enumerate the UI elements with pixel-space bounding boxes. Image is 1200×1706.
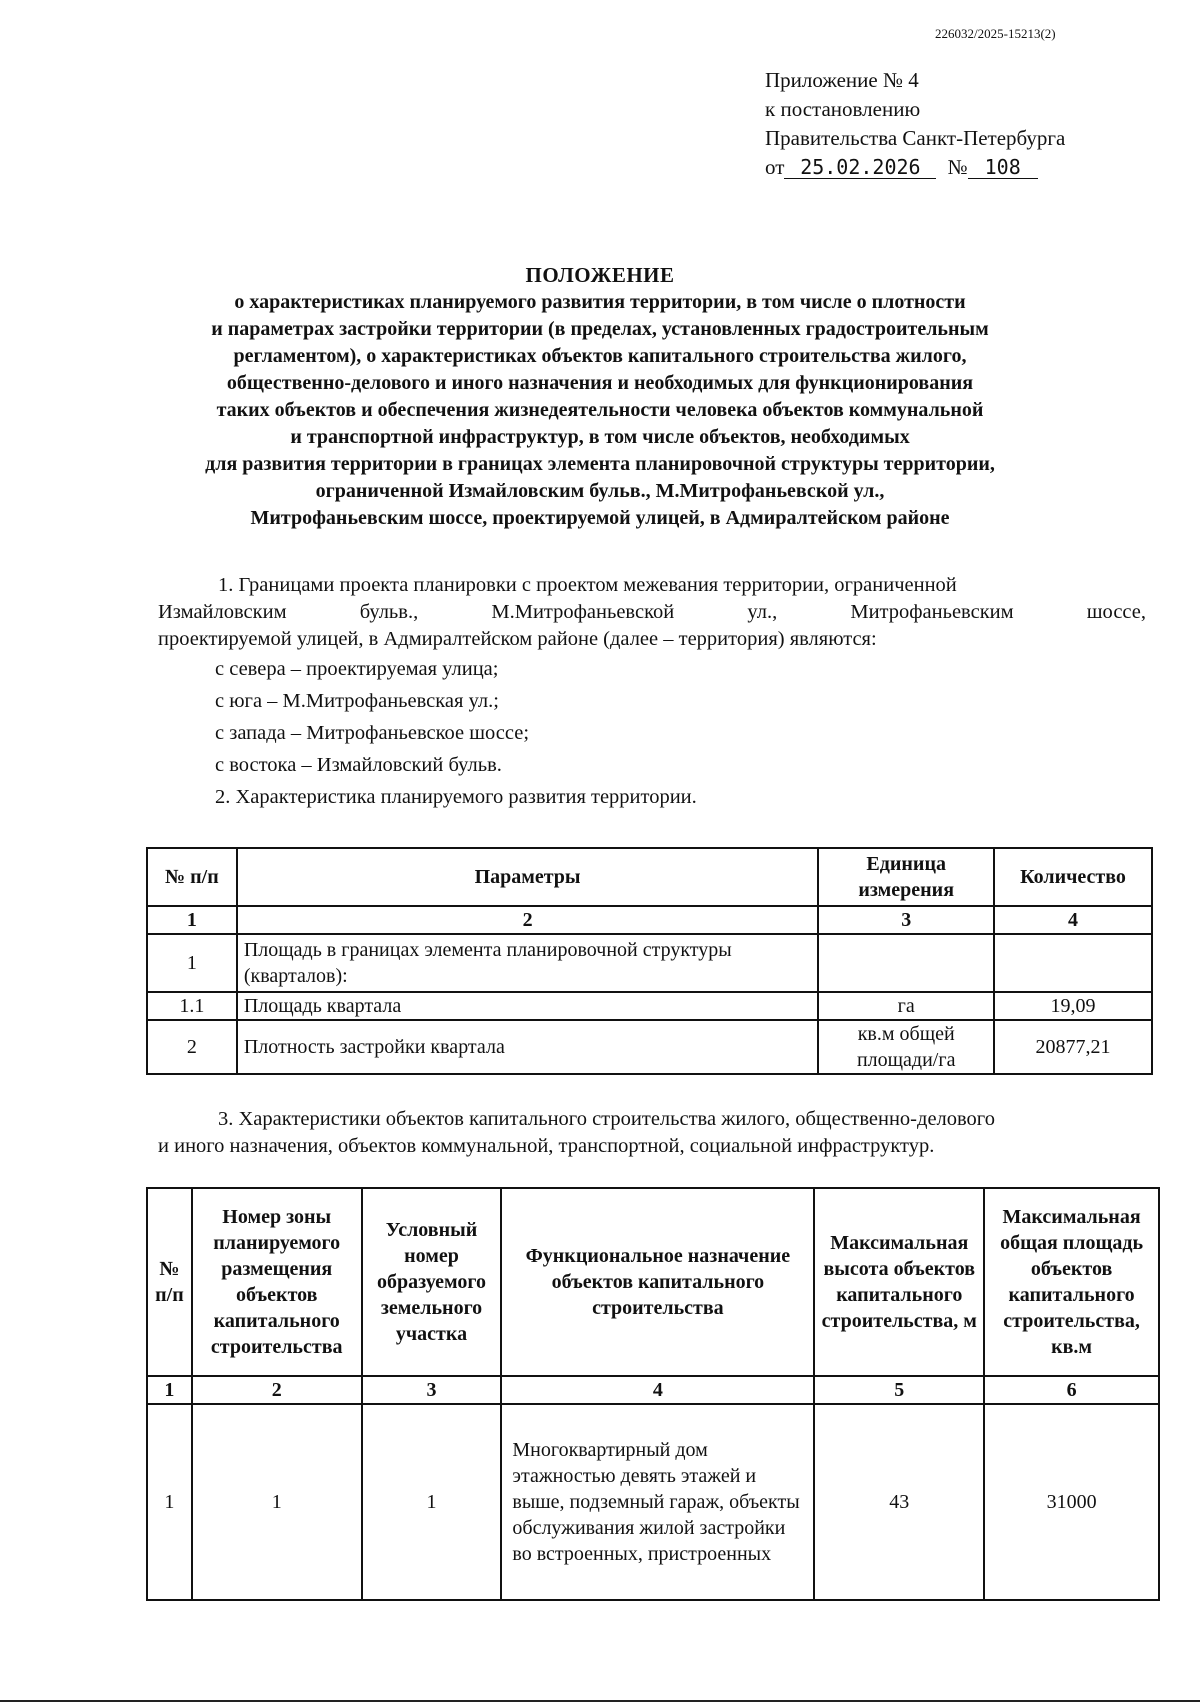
section-1-line-1: 1. Границами проекта планировки с проектом межевания территории, ограниченной — [218, 574, 957, 596]
boundary-south: с юга – М.Митрофаньевская ул.; — [215, 690, 499, 712]
header-cell: Номер зоны планируемого размещения объектов капитального строительства — [192, 1188, 362, 1376]
resolution-number: 108 — [968, 156, 1038, 179]
resolution-date: 25.02.2026 — [784, 156, 936, 179]
boundary-west: с запада – Митрофаньевское шоссе; — [215, 722, 530, 744]
document-number: 226032/2025-15213(2) — [935, 26, 1056, 41]
header-cell: № п/п — [147, 1188, 192, 1376]
row-height: 43 — [814, 1404, 984, 1600]
section-3-line-2: и иного назначения, объектов коммунальной, транспортной, социальной инфраструктур. — [158, 1135, 935, 1157]
row-parameter: Площадь квартала — [237, 992, 819, 1020]
row-quantity: 20877,21 — [994, 1020, 1152, 1074]
table-row — [147, 1020, 1152, 1074]
row-unit: кв.м общей площади/га — [818, 1020, 994, 1074]
title-line: для развития территории в границах элемента планировочной структуры территории, — [205, 453, 995, 475]
column-number: 5 — [814, 1376, 984, 1404]
table-row — [147, 992, 1152, 1020]
row-number: 2 — [147, 1020, 237, 1074]
document-title — [160, 262, 1040, 532]
row-parameter: Плотность застройки квартала — [237, 1020, 819, 1074]
row-number: 1 — [147, 1404, 192, 1600]
header-cell: Максимальная общая площадь объектов капитального строительства, кв.м — [984, 1188, 1159, 1376]
title-heading: ПОЛОЖЕНИЕ — [525, 263, 675, 287]
header-cell: № п/п — [147, 848, 237, 906]
date-prefix: от — [765, 155, 785, 179]
appendix-date-line — [765, 153, 1065, 182]
appendix-line-1: Приложение № 4 — [765, 68, 919, 92]
table-header-row — [147, 1188, 1159, 1376]
row-parameter: Площадь в границах элемента планировочной структуры (кварталов): — [237, 934, 819, 992]
row-quantity — [994, 934, 1152, 992]
appendix-line-3: Правительства Санкт-Петербурга — [765, 126, 1066, 150]
title-line: о характеристиках планируемого развития территории, в том числе о плотности — [234, 291, 966, 313]
column-number: 3 — [818, 906, 994, 934]
table-row — [147, 934, 1152, 992]
section-2-heading: 2. Характеристика планируемого развития территории. — [215, 786, 697, 808]
boundary-east: с востока – Измайловский бульв. — [215, 754, 502, 776]
section-1-line-3: проектируемой улицей, в Адмиралтейском районе (далее – территория) являются: — [158, 628, 877, 650]
section-1-line-2: Измайловским бульв., М.Митрофаньевской ул., Митрофаньевским шоссе, — [158, 601, 1146, 623]
header-cell: Единица измерения — [818, 848, 994, 906]
title-line: таких объектов и обеспечения жизнедеятельности человека объектов коммунальной — [216, 399, 984, 421]
appendix-line-2: к постановлению — [765, 97, 921, 121]
column-number: 6 — [984, 1376, 1159, 1404]
title-line: и параметрах застройки территории (в пределах, установленных градостроительным — [211, 318, 989, 340]
title-line: регламентом), о характеристиках объектов капитального строительства жилого, — [233, 345, 967, 367]
section-3-line-1: 3. Характеристики объектов капитального строительства жилого, общественно-делового — [218, 1108, 995, 1130]
row-area: 31000 — [984, 1404, 1159, 1600]
title-line: общественно-делового и иного назначения и необходимых для функционирования — [226, 372, 974, 394]
row-zone: 1 — [192, 1404, 362, 1600]
row-unit — [818, 934, 994, 992]
table-row — [147, 1404, 1159, 1600]
title-line: и транспортной инфраструктур, в том числе объектов, необходимых — [290, 426, 910, 448]
row-quantity: 19,09 — [994, 992, 1152, 1020]
column-number: 4 — [994, 906, 1152, 934]
row-plot: 1 — [362, 1404, 502, 1600]
capital-construction-table — [146, 1187, 1160, 1601]
column-number: 1 — [147, 906, 237, 934]
row-unit: га — [818, 992, 994, 1020]
boundary-north: с севера – проектируемая улица; — [215, 658, 499, 680]
number-prefix: № — [947, 155, 968, 179]
column-number: 1 — [147, 1376, 192, 1404]
header-cell: Функциональное назначение объектов капитального строительства — [501, 1188, 814, 1376]
page-bottom-border — [0, 1700, 1200, 1702]
column-number: 2 — [237, 906, 819, 934]
territory-characteristics-table — [146, 847, 1153, 1075]
header-cell: Максимальная высота объектов капитального строительства, м — [814, 1188, 984, 1376]
column-number: 2 — [192, 1376, 362, 1404]
column-number-row — [147, 1376, 1159, 1404]
section-3-paragraph — [158, 1106, 1146, 1160]
row-number: 1.1 — [147, 992, 237, 1020]
header-cell: Условный номер образуемого земельного участка — [362, 1188, 502, 1376]
header-cell: Количество — [994, 848, 1152, 906]
column-number: 3 — [362, 1376, 502, 1404]
appendix-block — [765, 66, 1065, 182]
title-line: Митрофаньевским шоссе, проектируемой улицей, в Адмиралтейском районе — [250, 507, 950, 529]
row-purpose: Многоквартирный дом этажностью девять этажей и выше, подземный гараж, объекты обслуживания жилой застройки во встроенных, пристроенных — [501, 1404, 814, 1600]
title-line: ограниченной Измайловским бульв., М.Митрофаньевской ул., — [315, 480, 885, 502]
table-header-row — [147, 848, 1152, 906]
column-number-row — [147, 906, 1152, 934]
header-cell: Параметры — [237, 848, 819, 906]
row-number: 1 — [147, 934, 237, 992]
section-1-paragraph — [158, 572, 1146, 653]
column-number: 4 — [501, 1376, 814, 1404]
